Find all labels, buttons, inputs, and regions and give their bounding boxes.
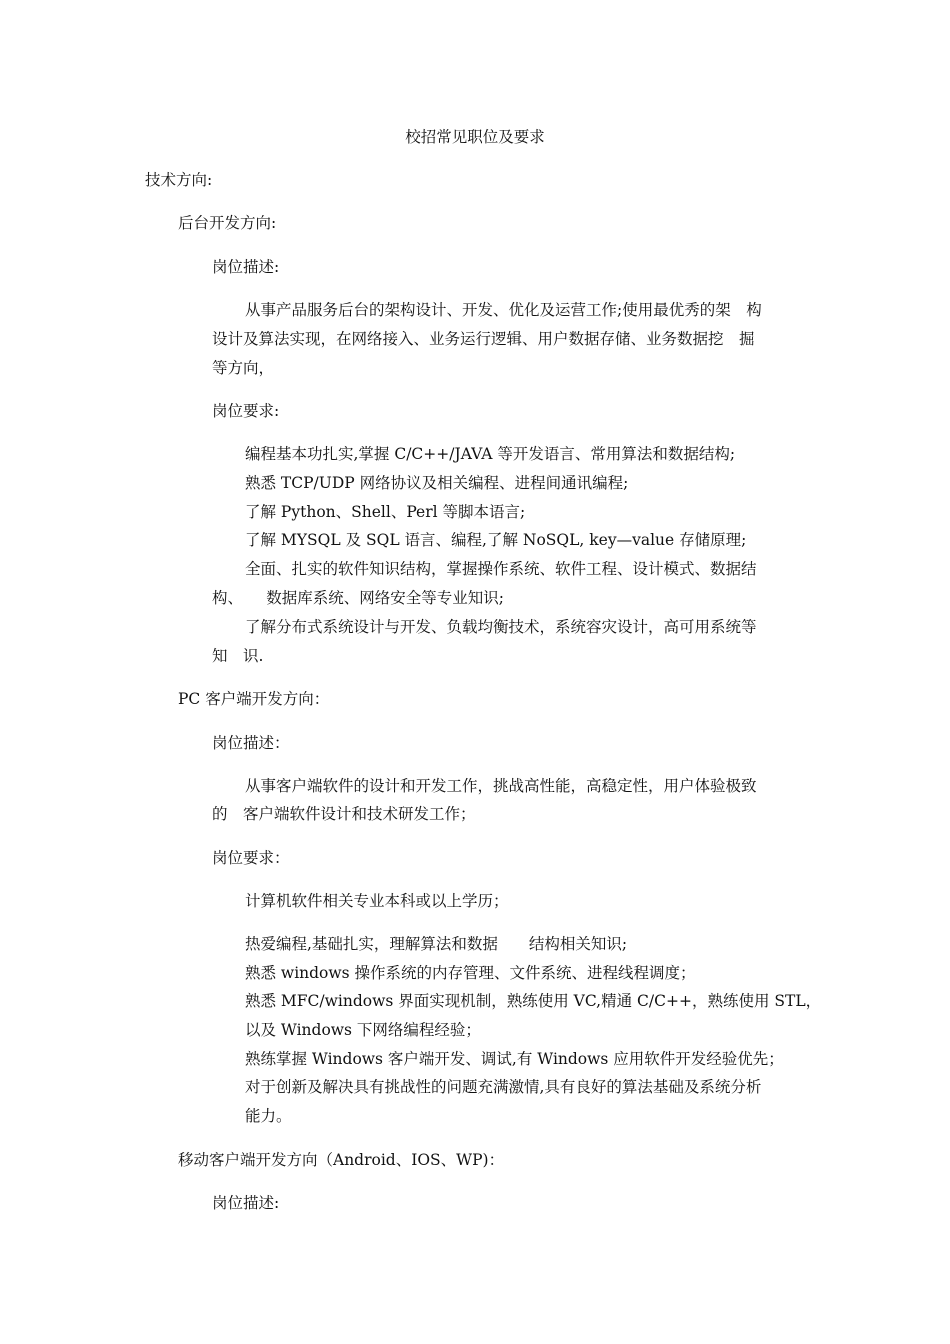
pc-req-line: 以及 Windows 下网络编程经验； (245, 1021, 481, 1039)
pc-req-line: 对于创新及解决具有挑战性的问题充满激情,具有良好的算法基础及系统分析 (245, 1078, 762, 1096)
backend-req-line: 了解分布式系统设计与开发、负载均衡技术，系统容灾设计，高可用系统等 (245, 618, 757, 636)
backend-req-line: 全面、扎实的软件知识结构，掌握操作系统、软件工程、设计模式、数据结 (245, 560, 757, 578)
pc-heading: PC 客户端开发方向： (178, 690, 330, 708)
backend-req-label: 岗位要求: (212, 402, 280, 420)
mobile-desc-label: 岗位描述: (212, 1194, 280, 1212)
section-heading-tech: 技术方向: (145, 171, 213, 189)
pc-req-line: 熟悉 windows 操作系统的内存管理、文件系统、进程线程调度； (245, 964, 696, 982)
backend-req-line: 构、 数据库系统、网络安全等专业知识; (212, 589, 504, 607)
pc-req-label: 岗位要求： (212, 849, 290, 867)
backend-req-line: 熟悉 TCP/UDP 网络协议及相关编程、进程间通讯编程; (245, 474, 629, 492)
backend-req-line: 了解 MYSQL 及 SQL 语言、编程,了解 NoSQL, key—value 存储原理; (245, 531, 747, 549)
backend-req-line: 了解 Python、Shell、Perl 等脚本语言; (245, 503, 526, 521)
mobile-heading: 移动客户端开发方向（Android、IOS、WP)： (178, 1151, 505, 1169)
pc-desc-line: 的 客户端软件设计和技术研发工作； (212, 805, 476, 823)
backend-desc-line: 设计及算法实现，在网络接入、业务运行逻辑、用户数据存储、业务数据挖 掘 (212, 330, 755, 348)
pc-desc-label: 岗位描述： (212, 734, 290, 752)
pc-desc-line: 从事客户端软件的设计和开发工作，挑战高性能，高稳定性，用户体验极致 (245, 777, 757, 795)
document-title: 校招常见职位及要求 (405, 128, 545, 146)
backend-desc-line: 等方向， (212, 359, 275, 377)
backend-heading: 后台开发方向: (178, 214, 277, 232)
backend-desc-line: 从事产品服务后台的架构设计、开发、优化及运营工作;使用最优秀的架 构 (245, 301, 762, 319)
pc-req-line: 热爱编程,基础扎实，理解算法和数据 结构相关知识; (245, 935, 628, 953)
pc-req-line: 能力。 (245, 1107, 292, 1125)
pc-req-line: 熟悉 MFC/windows 界面实现机制，熟练使用 VC,精通 C/C++，熟练使用 STL， (245, 992, 822, 1010)
pc-req-first: 计算机软件相关专业本科或以上学历； (245, 892, 509, 910)
backend-desc-label: 岗位描述: (212, 258, 280, 276)
backend-req-line: 编程基本功扎实,掌握 C/C++/JAVA 等开发语言、常用算法和数据结构; (245, 445, 736, 463)
backend-req-line: 知 识. (212, 647, 264, 665)
pc-req-line: 熟练掌握 Windows 客户端开发、调试,有 Windows 应用软件开发经验优先； (245, 1050, 784, 1068)
